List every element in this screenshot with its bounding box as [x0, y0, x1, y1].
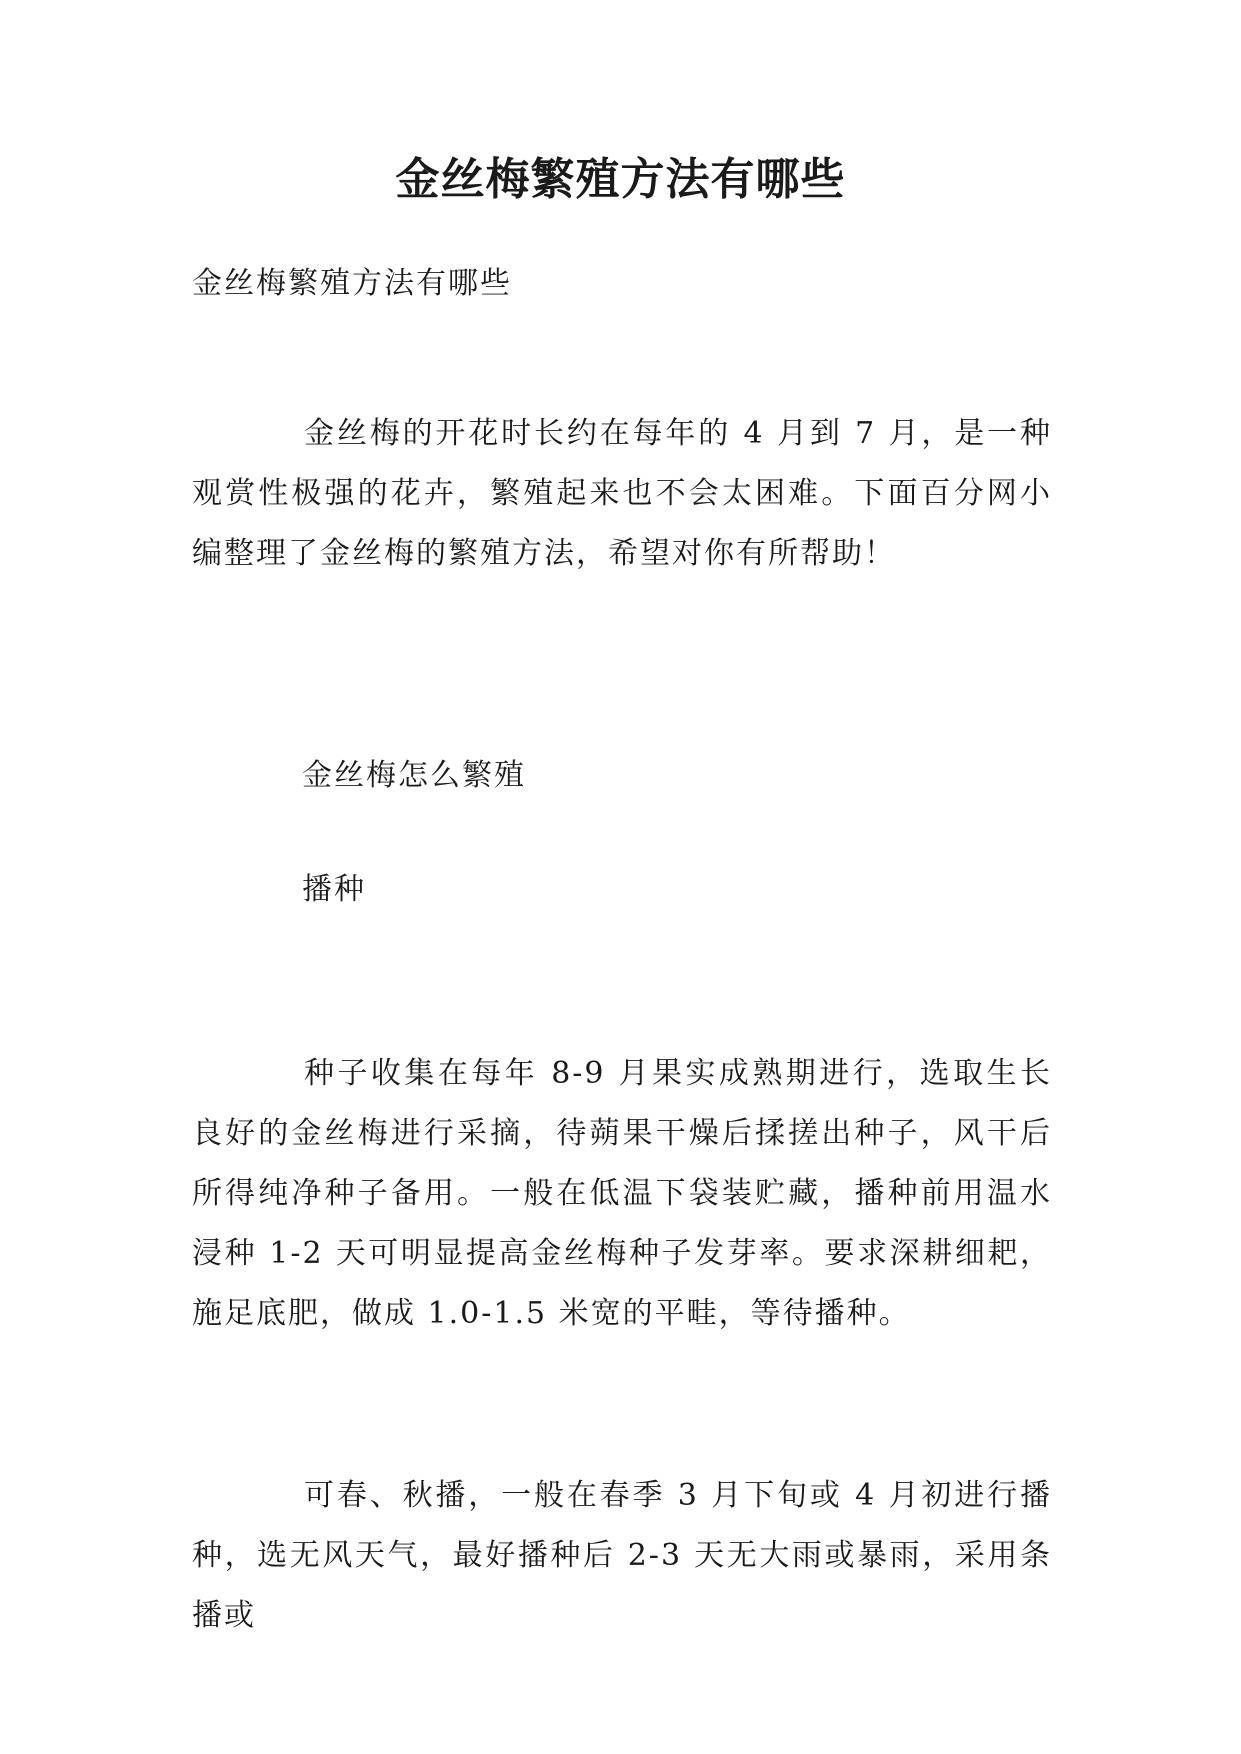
- body-paragraph-sowing-time: 可春、秋播，一般在春季 3 月下旬或 4 月初进行播种，选无风天气，最好播种后 2-3 天无大雨或暴雨，采用条播或: [192, 1478, 1052, 1633]
- intro-paragraph: 金丝梅的开花时长约在每年的 4 月到 7 月，是一种观赏性极强的花卉，繁殖起来也不会太困难。下面百分网小编整理了金丝梅的繁殖方法，希望对你有所帮助！: [192, 416, 1052, 571]
- document-title: 金丝梅繁殖方法有哪些: [395, 154, 846, 205]
- section-heading: 金丝梅怎么繁殖: [302, 758, 526, 793]
- document-subtitle: 金丝梅繁殖方法有哪些: [192, 266, 512, 301]
- subheading-sowing: 播种: [302, 872, 366, 907]
- body-paragraph-seed-collection: 种子收集在每年 8-9 月果实成熟期进行，选取生长良好的金丝梅进行采摘，待蒴果干燥后揉搓出种子，风干后所得纯净种子备用。一般在低温下袋装贮藏，播种前用温水浸种 1-2 天可明显提高金丝梅种子发芽率。要求深耕细耙，施足底肥，做成 1.0-1.5 米宽的平畦，等待播种。: [192, 1056, 1052, 1331]
